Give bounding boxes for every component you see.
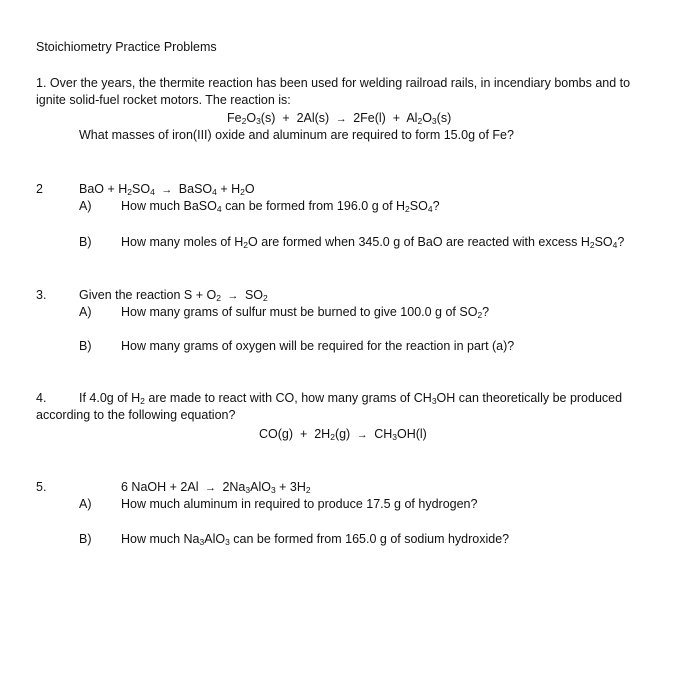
- problem-3b-label: B): [79, 339, 92, 353]
- reaction-arrow: →: [204, 482, 216, 494]
- problem-4-number: 4.: [36, 391, 47, 405]
- problem-4-equation: $CO(g) + 2H_2(g) \to CH_3OH(l)$: [259, 427, 427, 442]
- problem-3b-question: How many grams of oxygen will be required for the reaction in part (a)?: [121, 339, 515, 353]
- problem-2-number: 2: [36, 182, 43, 196]
- problem-3-number: 3.: [36, 288, 47, 302]
- page-title: Stoichiometry Practice Problems: [36, 40, 217, 54]
- problem-5a-question: How much aluminum in required to produce 17.5 g of hydrogen?: [121, 497, 478, 511]
- reaction-arrow: →: [335, 113, 347, 125]
- problem-3-given: Given the reaction $S + O_2 \to SO_2$: [79, 288, 268, 303]
- problem-4-text-line-1: If 4.0g of $H_2$ are made to react with CO, how many grams of $CH_3OH$ can theoretically be produced: [79, 391, 623, 406]
- problem-1-text-line-1: 1. Over the years, the thermite reaction has been used for welding railroad rails, in incendiary bombs and to: [36, 76, 631, 90]
- problem-5b-label: B): [79, 532, 92, 546]
- problem-2a-question: How much BaSO$_4$ can be formed from 196.0 g of $H_2SO_4$?: [121, 199, 440, 214]
- problem-2a-label: A): [79, 199, 92, 213]
- problem-5a-label: A): [79, 497, 92, 511]
- reaction-arrow: →: [161, 184, 173, 196]
- problem-4-text-line-2: according to the following equation?: [36, 408, 236, 422]
- reaction-arrow: →: [356, 429, 368, 441]
- problem-5-equation: 6 NaOH + $2Al \to 2Na_3AlO_3 + 3H_2$: [121, 480, 311, 495]
- problem-5b-question: How much $Na_3AlO_3$ can be formed from 165.0 g of sodium hydroxide?: [121, 532, 510, 547]
- problem-2b-label: B): [79, 235, 92, 249]
- problem-3a-label: A): [79, 305, 92, 319]
- problem-1-equation: $Fe_2O_3(s) + 2Al(s) \to 2Fe(l) + Al_2O_3(s)$: [227, 111, 452, 126]
- problem-3a-question: How many grams of sulfur must be burned to give 100.0 g of $SO_2$?: [121, 305, 490, 320]
- problem-2-equation: BaO + $H_2SO_4$ → BaSO$_4$ + $H_2O$: [79, 182, 255, 197]
- problem-5-number: 5.: [36, 480, 47, 494]
- problem-2b-question: How many moles of $H_2O$ are formed when 345.0 g of BaO are reacted with excess $H_2SO_4$?: [121, 235, 625, 250]
- problem-1-text-line-2: ignite solid-fuel rocket motors. The reaction is:: [36, 93, 291, 107]
- problem-1-question: What masses of iron(III) oxide and aluminum are required to form 15.0g of Fe?: [79, 128, 514, 142]
- reaction-arrow: →: [227, 290, 239, 302]
